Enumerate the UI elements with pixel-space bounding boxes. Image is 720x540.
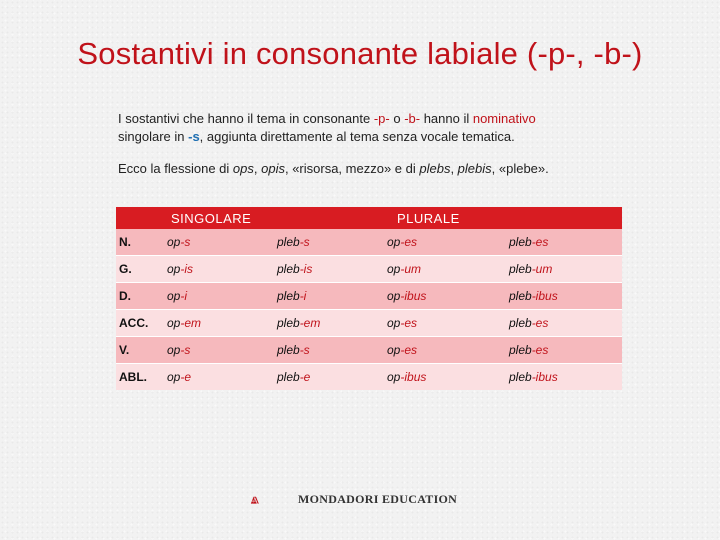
form-stem: op xyxy=(167,316,181,330)
example-text: , «plebe». xyxy=(491,161,549,176)
declension-table xyxy=(116,207,622,390)
form-stem: op xyxy=(167,343,181,357)
form-ending: -ibus xyxy=(531,289,558,303)
declension-form xyxy=(275,256,385,283)
form-ending: -i xyxy=(299,289,307,303)
table-header-blank xyxy=(116,207,165,229)
form-stem: pleb xyxy=(277,370,300,384)
declension-form xyxy=(385,283,507,310)
form-ending: -is xyxy=(299,262,313,276)
example-text: , xyxy=(450,161,458,176)
case-label: D. xyxy=(116,283,165,310)
intro-text: , aggiunta direttamente al tema senza vocale tematica. xyxy=(199,129,515,144)
form-stem: op xyxy=(387,289,401,303)
form-stem: pleb xyxy=(509,289,532,303)
declension-form xyxy=(165,283,275,310)
declension-form xyxy=(165,256,275,283)
form-stem: op xyxy=(167,289,181,303)
form-stem: op xyxy=(387,370,401,384)
form-stem: pleb xyxy=(509,316,532,330)
form-stem: pleb xyxy=(509,262,532,276)
declension-form xyxy=(165,364,275,391)
page-title: Sostantivi in consonante labiale (-p-, -b-) xyxy=(77,36,643,71)
declension-form xyxy=(385,310,507,337)
example-word: opis xyxy=(261,161,285,176)
declension-form xyxy=(507,337,622,364)
form-stem: pleb xyxy=(277,343,300,357)
example-word: plebs xyxy=(419,161,451,176)
table-header-plural: PLURALE xyxy=(385,207,622,229)
form-ending: -e xyxy=(180,370,192,384)
intro-text: I sostantivi che hanno il tema in consonante xyxy=(118,111,374,126)
form-stem: pleb xyxy=(509,343,532,357)
declension-form xyxy=(507,364,622,391)
declension-form xyxy=(165,337,275,364)
declension-form xyxy=(385,364,507,391)
example-word: ops xyxy=(232,161,254,176)
form-ending: -is xyxy=(180,262,194,276)
case-label: ABL. xyxy=(116,364,165,391)
form-ending: -es xyxy=(531,316,549,330)
intro-paragraph xyxy=(118,110,618,146)
form-stem: pleb xyxy=(277,262,300,276)
form-stem: op xyxy=(387,343,401,357)
declension-form xyxy=(165,229,275,256)
declension-form xyxy=(507,229,622,256)
form-ending: -e xyxy=(299,370,311,384)
table-row xyxy=(116,337,622,364)
case-label: G. xyxy=(116,256,165,283)
intro-text: singolare in xyxy=(118,129,189,144)
table-header-singular: SINGOLARE xyxy=(165,207,385,229)
declension-form xyxy=(385,229,507,256)
form-ending: -es xyxy=(531,235,549,249)
intro-text: o xyxy=(389,111,405,126)
form-stem: op xyxy=(167,370,181,384)
intro-s-ending: -s xyxy=(188,129,200,144)
form-ending: -em xyxy=(299,316,321,330)
declension-form xyxy=(275,229,385,256)
table-row xyxy=(116,256,622,283)
declension-form xyxy=(507,283,622,310)
example-paragraph xyxy=(118,160,618,178)
example-word: plebis xyxy=(457,161,492,176)
form-stem: op xyxy=(167,235,181,249)
intro-text: hanno il xyxy=(420,111,473,126)
form-ending: -s xyxy=(180,343,191,357)
logo-text: MONDADORI EDUCATION xyxy=(298,492,458,506)
form-ending: -s xyxy=(180,235,191,249)
form-ending: -es xyxy=(400,343,418,357)
form-stem: pleb xyxy=(509,235,532,249)
form-stem: pleb xyxy=(277,235,300,249)
form-ending: -ibus xyxy=(400,289,427,303)
intro-b-ending: -b- xyxy=(404,111,421,126)
form-stem: op xyxy=(387,235,401,249)
mondadori-m-logo-icon xyxy=(250,480,298,520)
table-row xyxy=(116,364,622,391)
declension-form xyxy=(165,310,275,337)
declension-form xyxy=(507,310,622,337)
table-row xyxy=(116,310,622,337)
declension-form xyxy=(275,337,385,364)
case-label: V. xyxy=(116,337,165,364)
example-text: , xyxy=(253,161,262,176)
example-text: , «risorsa, mezzo» e di xyxy=(284,161,420,176)
table-row xyxy=(116,229,622,256)
intro-p-ending: -p- xyxy=(373,111,390,126)
example-text: Ecco la flessione di xyxy=(118,161,233,176)
form-ending: -ibus xyxy=(400,370,427,384)
intro-nominativo: nominativo xyxy=(472,111,536,126)
form-ending: -es xyxy=(400,316,418,330)
table-row xyxy=(116,283,622,310)
declension-form xyxy=(275,310,385,337)
form-ending: -um xyxy=(531,262,553,276)
declension-form xyxy=(275,283,385,310)
form-stem: pleb xyxy=(509,370,532,384)
declension-form xyxy=(275,364,385,391)
form-stem: pleb xyxy=(277,316,300,330)
declension-form xyxy=(385,256,507,283)
form-stem: op xyxy=(167,262,181,276)
form-ending: -um xyxy=(400,262,422,276)
form-ending: -em xyxy=(180,316,202,330)
form-ending: -ibus xyxy=(531,370,558,384)
declension-form xyxy=(507,256,622,283)
case-label: N. xyxy=(116,229,165,256)
form-ending: -es xyxy=(531,343,549,357)
table-header-row xyxy=(116,207,622,229)
case-label: ACC. xyxy=(116,310,165,337)
form-stem: op xyxy=(387,262,401,276)
form-ending: -i xyxy=(180,289,188,303)
form-ending: -es xyxy=(400,235,418,249)
form-ending: -s xyxy=(299,343,310,357)
form-stem: pleb xyxy=(277,289,300,303)
form-stem: op xyxy=(387,316,401,330)
declension-form xyxy=(385,337,507,364)
form-ending: -s xyxy=(299,235,310,249)
